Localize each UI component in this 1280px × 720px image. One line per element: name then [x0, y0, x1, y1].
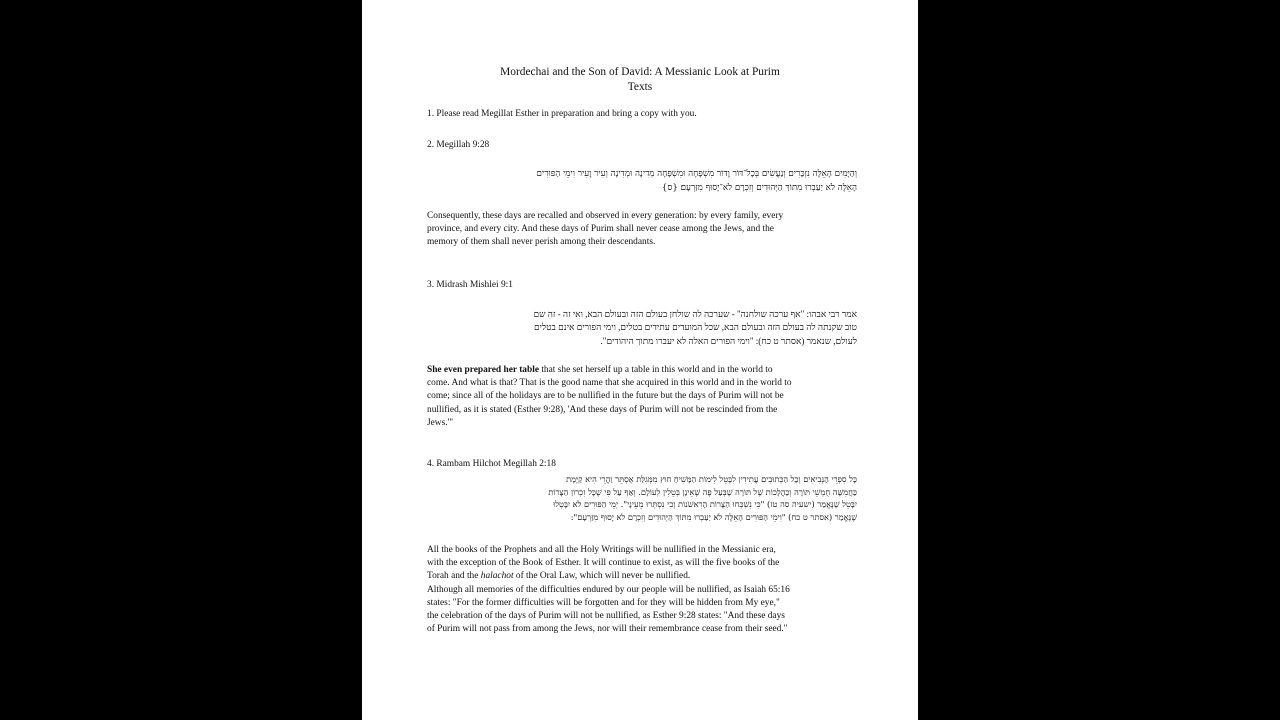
english-segment: Torah and the: [427, 571, 481, 582]
english-line: memory of them shall never perish among their descendants.: [427, 237, 656, 248]
italic-term: halachot: [480, 571, 514, 582]
english-line-rest: that she set herself up a table in this world and in the world to: [538, 365, 773, 375]
hebrew-line: טוב שקנתה לה בעולם הזה ובעולם הבא, שכל המועדים עתידים בטלים, וימי הפורים אינם בטלים: [533, 322, 857, 333]
hebrew-line: כַּחֲמִשָּׁה חֻמְשֵׁי תּוֹרָה וְכַהֲלָכוֹת שֶׁל תּוֹרָה שֶׁבְּעַל פֶּה שֶׁאֵינָן בְּטֵלִין לְעוֹלָם. וְאַף עַל פִּי שֶׁכָּל זִכְרוֹן הַצָּרוֹת: [548, 486, 857, 497]
document-page: [362, 0, 918, 720]
hebrew-line: וְהַיָּמִים הָאֵלֶּה נִזְכָּרִים וְנַעֲשִׂים בְּכָל־דּוֹר וָדוֹר מִשְׁפָּחָה וּמִשְׁפָּחָה מְדִינָה וּמְדִינָה וְעִיר וָעִיר וִימֵי הַפּוּרִים: [536, 169, 857, 179]
english-line: nullified, as it is stated (Esther 9:28), 'And these days of Purim will not be rescinded from the: [427, 404, 778, 415]
english-line: with the exception of the Book of Esther. It will continue to exist, as will the five books of the: [427, 558, 780, 569]
bold-quote: She even prepared her table: [427, 365, 539, 375]
section-heading-rambam: 4. Rambam Hilchot Megillah 2:18: [427, 459, 556, 469]
section-heading-megillah: 2. Megillah 9:28: [427, 140, 490, 150]
english-line: Although all memories of the difficulties endured by our people will be nullified, as Isaiah 65:16: [427, 584, 790, 595]
hebrew-line: הָאֵלֶּה לֹא יַעַבְרוּ מִתּוֹךְ הַיְּהוּדִים וְזִכְרָם לֹא־יָסוּף מִזַּרְעָם׃ {ס}: [661, 182, 857, 193]
english-line: states: "For the former difficulties will be forgotten and for they will be hidden from My eye,": [427, 597, 780, 608]
english-segment: of the Oral Law, which will never be nullified.: [513, 571, 691, 582]
page-title: [362, 65, 918, 95]
english-line: come; since all of the holidays are to be nullified in the future but the days of Purim will not be: [427, 391, 784, 402]
hebrew-line: כָּל סִפְרֵי הַנְּבִיאִים וְכָל הַכְּתוּבִים עֲתִידִין לִבָּטֵל לִימוֹת הַמָּשִׁיחַ חוּץ מִמְּגִלַּת אֶסְתֵּר וַהֲרֵי הִיא קַיֶּמֶת: [566, 474, 857, 484]
midrash-english-text: [427, 364, 857, 430]
midrash-hebrew-text: [427, 308, 857, 348]
preparation-note: 1. Please read Megillat Esther in preparation and bring a copy with you.: [427, 109, 697, 119]
english-line: come. And what is that? That is the good name that she acquired in this world and in the world to: [427, 378, 792, 389]
english-line: [427, 570, 857, 583]
english-line: [427, 364, 857, 377]
rambam-hebrew-text: [427, 473, 857, 524]
page-title-line: Texts: [627, 80, 653, 93]
page-title-line: Mordechai and the Son of David: A Messianic Look at Purim: [500, 66, 780, 78]
english-line: All the books of the Prophets and all the Holy Writings will be nullified in the Messianic era,: [427, 545, 776, 555]
english-line: Consequently, these days are recalled and observed in every generation: by every family, every: [427, 211, 784, 221]
hebrew-line: שֶׁנֶּאֱמַר (אסתר ט כח) "וִימֵי הַפּוּרִים הָאֵלֶּה לֹא יַעַבְרוּ מִתּוֹךְ הַיְּהוּדִים וְזִכְרָם לֹא יָסוּף מִזַּרְעָם":: [570, 512, 857, 523]
megillah-hebrew-text: [427, 168, 857, 195]
hebrew-line: יִבָּטֵל שֶׁנֶּאֱמַר (ישעיה סה טז) "כִּי נִשְׁכְּחוּ הַצָּרוֹת הָרִאשֹׁנוֹת וְכִי נִסְתְּרוּ מֵעֵינָי". יְמֵי הַפּוּרִים לֹא יִבָּטְלוּ: [553, 499, 857, 510]
english-line: Jews.'": [427, 417, 454, 428]
hebrew-line: לעולם, שנאמר (אסתר ט כח): "וימי הפורים האלה לא יעברו מתוך היהודים".: [600, 335, 857, 346]
hebrew-line: אמר רבי אבהו: "אף ערכה שולחנה" - שערכה לה שולחן בעולם הזה ובעולם הבא, ואי זה - זה שם: [533, 309, 857, 319]
megillah-english-text: [427, 210, 857, 250]
english-line: the celebration of the days of Purim will not be nullified, as Esther 9:28 states: "And these days: [427, 611, 785, 622]
english-line: of Purim will not pass from among the Jews, nor will their remembrance cease from their seed.": [427, 624, 788, 635]
english-line: province, and every city. And these days of Purim shall never cease among the Jews, and the: [427, 224, 774, 235]
section-heading-midrash: 3. Midrash Mishlei 9:1: [427, 280, 513, 290]
rambam-english-text: [427, 544, 857, 636]
